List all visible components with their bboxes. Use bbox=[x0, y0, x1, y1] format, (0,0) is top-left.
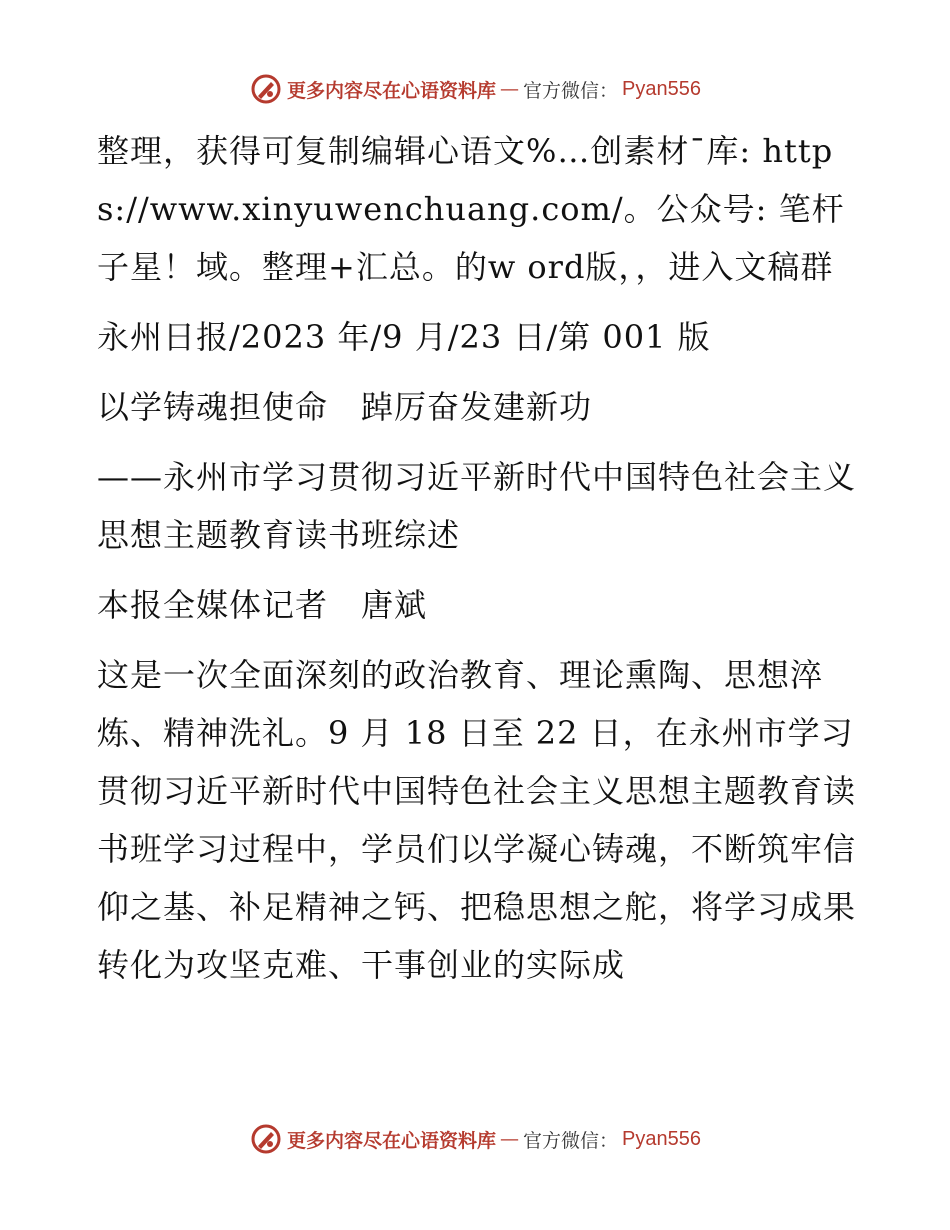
document-content bbox=[97, 122, 857, 994]
dateline: 永州日报/2023 年/9 月/23 日/第 001 版 bbox=[97, 318, 711, 356]
wechat-label: 官方微信： bbox=[523, 79, 619, 102]
wechat-id: Pyan556 bbox=[622, 77, 701, 100]
promo-text: 更多内容尽在心语资料库 bbox=[287, 1129, 497, 1152]
body-paragraph: 这是一次全面深刻的政治教育、理论熏陶、思想淬炼、精神洗礼。9 月 18 日至 22 日，在永州市学习贯彻习近平新时代中国特色社会主义思想主题教育读书班学习过程中，学员们以学凝心铸魂，不断筑牢信仰之基、补足精神之钙、把稳思想之舵，将学习成果转化为攻坚克难、干事创业的实际成 bbox=[97, 656, 857, 984]
headline: 以学铸魂担使命 踔厉奋发建新功 bbox=[97, 388, 593, 426]
separator-dash: — bbox=[500, 1128, 520, 1150]
subheadline: ——永州市学习贯彻习近平新时代中国特色社会主义思想主题教育读书班综述 bbox=[97, 458, 857, 554]
brush-logo-icon bbox=[249, 1122, 283, 1156]
wechat-label: 官方微信： bbox=[523, 1129, 619, 1152]
brush-logo-icon bbox=[249, 72, 283, 106]
wechat-id: Pyan556 bbox=[622, 1127, 701, 1150]
intro-paragraph: 整理，获得可复制编辑心语文%…创素材¯库: https://www.xinyuwenchuang.com/。公众号: 笔杆子星！域。整理+汇总。的w ord版，，进入文稿群 bbox=[97, 132, 845, 286]
separator-dash: — bbox=[500, 78, 520, 100]
byline: 本报全媒体记者 唐斌 bbox=[97, 586, 428, 624]
footer-banner bbox=[0, 1122, 950, 1156]
header-banner bbox=[0, 72, 950, 106]
promo-text: 更多内容尽在心语资料库 bbox=[287, 79, 497, 102]
